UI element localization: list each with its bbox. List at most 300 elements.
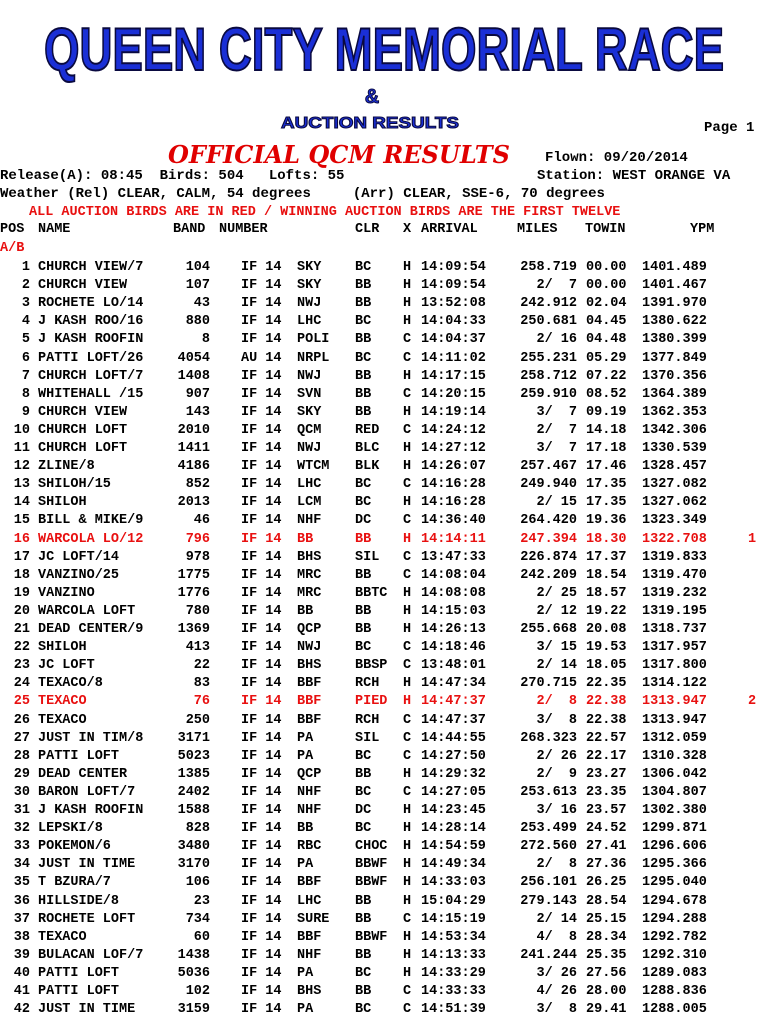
cell-auction-rank: 1 [748, 531, 757, 547]
cell-sex: H [403, 278, 412, 294]
cell-towin: 20.08 [586, 622, 627, 637]
cell-color: BBTC [355, 585, 388, 601]
cell-sex: H [403, 368, 412, 384]
table-row [0, 277, 768, 295]
cell-band: 1385 [177, 766, 210, 782]
cell-club: QCM [297, 422, 322, 438]
cell-club: NHF [297, 784, 322, 800]
cell-sex: H [403, 694, 412, 710]
cell-band: 5023 [177, 748, 210, 764]
table-row [0, 313, 768, 331]
header-miles: MILES [517, 222, 558, 237]
table-row [0, 748, 768, 766]
cell-prefix: IF 14 [241, 278, 282, 294]
cell-sex: H [403, 441, 412, 456]
cell-band: 43 [193, 296, 210, 312]
cell-pos: 17 [13, 549, 30, 565]
cell-club: PA [297, 857, 314, 873]
table-row [0, 603, 768, 621]
cell-band: 2013 [177, 495, 210, 511]
table-row [0, 675, 768, 693]
cell-ypm: 1401.489 [642, 260, 707, 275]
table-row [0, 549, 768, 567]
cell-miles: 256.101 [520, 875, 577, 891]
cell-ypm: 1323.349 [642, 513, 707, 529]
cell-miles: 247.394 [520, 531, 577, 547]
cell-club: NWJ [297, 296, 322, 312]
cell-miles: 255.231 [520, 350, 577, 366]
cell-sex: C [403, 748, 412, 764]
header-number: NUMBER [219, 222, 268, 237]
cell-name: WARCOLA LOFT [38, 603, 136, 619]
cell-miles: 249.940 [520, 477, 577, 493]
table-row [0, 1001, 768, 1019]
cell-miles: 259.910 [520, 386, 577, 402]
banner-logo [0, 0, 768, 140]
cell-miles: 2/ 7 [536, 422, 577, 438]
cell-prefix: IF 14 [241, 676, 282, 692]
table-row [0, 802, 768, 820]
cell-name: CHURCH LOFT [38, 441, 128, 456]
cell-club: BHS [297, 658, 322, 674]
cell-club: BBF [297, 694, 322, 710]
cell-color: BC [355, 784, 372, 800]
cell-ypm: 1306.042 [642, 766, 707, 782]
cell-sex: C [403, 1002, 412, 1018]
cell-sex: C [403, 730, 412, 746]
cell-pos: 36 [13, 893, 30, 909]
cell-color: DC [355, 803, 372, 818]
cell-band: 978 [185, 549, 210, 565]
cell-towin: 19.53 [586, 640, 627, 656]
cell-band: 2402 [177, 784, 210, 800]
cell-ypm: 1318.737 [642, 622, 707, 637]
cell-name: BILL & MIKE/9 [38, 513, 144, 529]
cell-club: MRC [297, 567, 322, 583]
table-row [0, 531, 768, 549]
cell-club: LHC [297, 477, 322, 493]
table-row [0, 856, 768, 874]
cell-miles: 4/ 8 [536, 929, 577, 945]
table-row [0, 766, 768, 784]
cell-name: WARCOLA LO/12 [38, 531, 144, 547]
cell-band: 76 [193, 694, 210, 710]
cell-sex: H [403, 459, 412, 475]
table-row [0, 657, 768, 675]
cell-miles: 4/ 26 [536, 984, 577, 999]
cell-sex: C [403, 784, 412, 800]
cell-prefix: IF 14 [241, 730, 282, 746]
table-row [0, 567, 768, 585]
cell-pos: 33 [13, 839, 30, 855]
cell-arrival: 14:20:15 [421, 386, 486, 402]
cell-color: BBWF [355, 875, 388, 891]
cell-name: ROCHETE LOFT [38, 911, 136, 927]
cell-name: SHILOH/15 [38, 477, 111, 493]
cell-sex: H [403, 495, 412, 511]
cell-band: 1369 [177, 622, 210, 637]
cell-towin: 19.22 [586, 603, 627, 619]
cell-name: SHILOH [38, 640, 87, 656]
cell-towin: 17.35 [586, 495, 627, 511]
cell-name: J KASH ROO/16 [38, 314, 144, 330]
cell-miles: 257.467 [520, 459, 577, 475]
cell-pos: 35 [13, 875, 30, 891]
cell-club: BBF [297, 676, 322, 692]
cell-band: 8 [201, 332, 210, 348]
cell-miles: 3/ 15 [536, 640, 577, 656]
banner-auction: AUCTION RESULTS [281, 115, 460, 132]
cell-ypm: 1322.708 [642, 531, 707, 547]
cell-towin: 29.41 [586, 1002, 627, 1018]
table-row [0, 820, 768, 838]
cell-sex: H [403, 314, 412, 330]
cell-ypm: 1314.122 [642, 676, 707, 692]
table-row [0, 784, 768, 802]
cell-arrival: 14:15:03 [421, 603, 486, 619]
cell-ypm: 1294.288 [642, 911, 707, 927]
cell-pos: 1 [21, 260, 30, 275]
cell-pos: 22 [13, 640, 30, 656]
cell-pos: 8 [21, 386, 30, 402]
cell-band: 413 [185, 640, 210, 656]
table-row [0, 512, 768, 530]
cell-towin: 04.45 [586, 314, 627, 330]
cell-arrival: 14:08:08 [421, 585, 486, 601]
header-band: BAND [173, 222, 206, 237]
cell-towin: 17.18 [586, 441, 627, 456]
cell-color: BB [355, 766, 372, 782]
cell-prefix: IF 14 [241, 296, 282, 312]
cell-name: TEXACO [38, 712, 87, 728]
cell-sex: C [403, 477, 412, 493]
cell-pos: 41 [13, 984, 30, 999]
cell-club: BBF [297, 712, 322, 728]
cell-ypm: 1330.539 [642, 441, 707, 456]
cell-club: SURE [297, 911, 330, 927]
cell-prefix: IF 14 [241, 422, 282, 438]
cell-name: TEXACO [38, 929, 87, 945]
cell-color: BC [355, 260, 372, 275]
cell-club: NWJ [297, 368, 322, 384]
cell-towin: 22.35 [586, 676, 627, 692]
cell-ypm: 1310.328 [642, 748, 707, 764]
cell-color: BB [355, 911, 372, 927]
cell-band: 852 [185, 477, 210, 493]
cell-sex: H [403, 260, 412, 275]
cell-miles: 2/ 25 [536, 585, 577, 601]
cell-ypm: 1401.467 [642, 278, 707, 294]
cell-towin: 04.48 [586, 332, 627, 348]
cell-ypm: 1364.389 [642, 386, 707, 402]
cell-ypm: 1295.366 [642, 857, 707, 873]
cell-band: 104 [185, 260, 210, 275]
cell-sex: H [403, 622, 412, 637]
cell-band: 1411 [177, 441, 210, 456]
cell-prefix: IF 14 [241, 622, 282, 637]
cell-color: BB [355, 893, 372, 909]
cell-pos: 18 [13, 567, 30, 583]
cell-arrival: 13:52:08 [421, 296, 486, 312]
cell-sex: H [403, 676, 412, 692]
cell-club: SVN [297, 386, 322, 402]
cell-prefix: IF 14 [241, 947, 282, 963]
flown-date: Flown: 09/20/2014 [545, 150, 688, 166]
cell-prefix: IF 14 [241, 404, 282, 420]
cell-band: 907 [185, 386, 210, 402]
cell-towin: 23.35 [586, 784, 627, 800]
table-row [0, 494, 768, 512]
cell-prefix: IF 14 [241, 748, 282, 764]
cell-pos: 7 [21, 368, 30, 384]
cell-arrival: 14:14:11 [421, 531, 486, 547]
cell-sex: C [403, 658, 412, 674]
cell-name: JC LOFT [38, 658, 95, 674]
cell-club: LHC [297, 893, 322, 909]
cell-ypm: 1313.947 [642, 712, 707, 728]
cell-arrival: 14:47:37 [421, 712, 486, 728]
cell-club: PA [297, 1002, 314, 1018]
cell-pos: 39 [13, 947, 30, 963]
cell-club: MRC [297, 585, 322, 601]
cell-name: WHITEHALL /15 [38, 386, 144, 402]
cell-name: DEAD CENTER/9 [38, 622, 144, 637]
cell-ypm: 1319.833 [642, 549, 707, 565]
cell-sex: C [403, 984, 412, 999]
cell-arrival: 14:44:55 [421, 730, 486, 746]
cell-sex: H [403, 603, 412, 619]
header-ab: A/B [0, 241, 25, 256]
cell-club: PA [297, 730, 314, 746]
cell-ypm: 1380.399 [642, 332, 707, 348]
table-row [0, 621, 768, 639]
cell-club: BBF [297, 875, 322, 891]
cell-arrival: 14:29:32 [421, 766, 486, 782]
cell-arrival: 14:33:29 [421, 965, 486, 981]
cell-arrival: 14:28:14 [421, 821, 486, 837]
table-row [0, 368, 768, 386]
cell-name: J KASH ROOFIN [38, 803, 144, 818]
cell-name: ROCHETE LO/14 [38, 296, 144, 312]
cell-miles: 3/ 26 [536, 965, 577, 981]
cell-band: 1588 [177, 803, 210, 818]
cell-prefix: IF 14 [241, 441, 282, 456]
table-row [0, 458, 768, 476]
cell-pos: 10 [13, 422, 30, 438]
cell-prefix: IF 14 [241, 477, 282, 493]
cell-club: LCM [297, 495, 322, 511]
cell-sex: H [403, 404, 412, 420]
table-row [0, 350, 768, 368]
cell-ypm: 1304.807 [642, 784, 707, 800]
cell-miles: 242.209 [520, 567, 577, 583]
cell-prefix: IF 14 [241, 784, 282, 800]
cell-band: 106 [185, 875, 210, 891]
cell-prefix: IF 14 [241, 531, 282, 547]
cell-pos: 9 [21, 404, 30, 420]
cell-club: LHC [297, 314, 322, 330]
cell-club: BBF [297, 929, 322, 945]
cell-prefix: IF 14 [241, 386, 282, 402]
cell-color: BC [355, 821, 372, 837]
cell-band: 3170 [177, 857, 210, 873]
cell-towin: 02.04 [586, 296, 627, 312]
table-row [0, 838, 768, 856]
cell-sex: C [403, 911, 412, 927]
cell-band: 250 [185, 712, 210, 728]
cell-ypm: 1317.957 [642, 640, 707, 656]
cell-sex: H [403, 803, 412, 818]
cell-ypm: 1327.062 [642, 495, 707, 511]
cell-sex: H [403, 965, 412, 981]
cell-towin: 25.15 [586, 911, 627, 927]
header-towin: TOWIN [585, 222, 626, 237]
cell-club: WTCM [297, 459, 330, 475]
cell-club: SKY [297, 260, 322, 275]
cell-miles: 2/ 16 [536, 332, 577, 348]
cell-arrival: 14:11:02 [421, 350, 486, 366]
cell-name: CHURCH VIEW [38, 278, 128, 294]
cell-miles: 2/ 14 [536, 911, 577, 927]
header-x: X [403, 222, 412, 237]
cell-miles: 242.912 [520, 296, 577, 312]
cell-prefix: IF 14 [241, 459, 282, 475]
table-row [0, 983, 768, 1001]
cell-towin: 28.54 [586, 893, 627, 909]
cell-club: BB [297, 531, 314, 547]
cell-towin: 00.00 [586, 278, 627, 294]
cell-sex: C [403, 386, 412, 402]
cell-club: SKY [297, 404, 322, 420]
banner-amp: & [364, 86, 380, 108]
cell-name: TEXACO [38, 694, 87, 710]
cell-pos: 31 [13, 803, 30, 818]
cell-name: CHURCH LOFT [38, 422, 128, 438]
cell-miles: 250.681 [520, 314, 577, 330]
cell-towin: 26.25 [586, 875, 627, 891]
cell-pos: 25 [13, 694, 30, 710]
cell-name: JUST IN TIM/8 [38, 730, 144, 746]
cell-sex: C [403, 513, 412, 529]
cell-ypm: 1319.195 [642, 603, 707, 619]
cell-ypm: 1391.970 [642, 296, 707, 312]
cell-prefix: IF 14 [241, 368, 282, 384]
cell-ypm: 1328.457 [642, 459, 707, 475]
table-row [0, 476, 768, 494]
cell-ypm: 1342.306 [642, 422, 707, 438]
cell-prefix: IF 14 [241, 694, 282, 710]
cell-towin: 17.35 [586, 477, 627, 493]
cell-pos: 11 [13, 441, 30, 456]
cell-club: QCP [297, 766, 322, 782]
cell-name: ZLINE/8 [38, 459, 95, 475]
cell-ypm: 1292.310 [642, 947, 707, 963]
cell-color: PIED [355, 694, 388, 710]
cell-band: 83 [193, 676, 210, 692]
cell-sex: H [403, 296, 412, 312]
cell-band: 23 [193, 893, 210, 909]
cell-club: POLI [297, 332, 330, 348]
cell-arrival: 14:53:34 [421, 929, 486, 945]
cell-club: PA [297, 965, 314, 981]
cell-band: 1775 [177, 567, 210, 583]
weather: Weather (Rel) CLEAR, CALM, 54 degrees (Arr) CLEAR, SSE-6, 70 degrees [0, 186, 605, 202]
cell-arrival: 14:13:33 [421, 947, 486, 963]
cell-pos: 40 [13, 965, 30, 981]
cell-towin: 17.46 [586, 459, 627, 475]
cell-arrival: 13:47:33 [421, 549, 486, 565]
cell-arrival: 14:23:45 [421, 803, 486, 818]
cell-miles: 258.719 [520, 260, 577, 275]
cell-name: PATTI LOFT/26 [38, 350, 144, 366]
cell-arrival: 14:18:46 [421, 640, 486, 656]
cell-color: BB [355, 368, 372, 384]
cell-arrival: 14:27:05 [421, 784, 486, 800]
auction-notice: ALL AUCTION BIRDS ARE IN RED / WINNING AUCTION BIRDS ARE THE FIRST TWELVE [29, 205, 621, 220]
cell-color: BB [355, 567, 372, 583]
cell-club: NWJ [297, 640, 322, 656]
cell-miles: 255.668 [520, 622, 577, 637]
cell-sex: H [403, 893, 412, 909]
table-row [0, 947, 768, 965]
cell-ypm: 1327.082 [642, 477, 707, 493]
table-row [0, 585, 768, 603]
cell-arrival: 14:17:15 [421, 368, 486, 384]
cell-arrival: 14:47:34 [421, 676, 486, 692]
cell-ypm: 1292.782 [642, 929, 707, 945]
page-label: Page 1 [704, 120, 755, 136]
cell-band: 1776 [177, 585, 210, 601]
cell-prefix: IF 14 [241, 260, 282, 275]
cell-club: BB [297, 603, 314, 619]
cell-name: CHURCH LOFT/7 [38, 368, 144, 384]
cell-arrival: 14:15:19 [421, 911, 486, 927]
cell-pos: 3 [21, 296, 30, 312]
cell-color: BC [355, 495, 372, 511]
cell-club: PA [297, 748, 314, 764]
cell-prefix: IF 14 [241, 929, 282, 945]
cell-club: NHF [297, 513, 322, 529]
cell-color: SIL [355, 730, 380, 746]
cell-prefix: IF 14 [241, 1002, 282, 1018]
cell-pos: 37 [13, 911, 30, 927]
cell-towin: 27.41 [586, 839, 627, 855]
cell-color: BC [355, 477, 372, 493]
cell-color: BBWF [355, 929, 388, 945]
cell-pos: 21 [13, 622, 30, 637]
cell-sex: C [403, 422, 412, 438]
cell-color: BLC [355, 441, 380, 456]
cell-arrival: 14:49:34 [421, 857, 486, 873]
table-row [0, 712, 768, 730]
cell-sex: C [403, 549, 412, 565]
cell-color: BC [355, 748, 372, 764]
cell-arrival: 14:04:33 [421, 314, 486, 330]
cell-arrival: 14:26:07 [421, 459, 486, 475]
cell-pos: 12 [13, 459, 30, 475]
cell-color: RCH [355, 676, 380, 692]
cell-sex: H [403, 766, 412, 782]
cell-miles: 2/ 12 [536, 603, 577, 619]
cell-towin: 18.05 [586, 658, 627, 674]
cell-band: 3159 [177, 1002, 210, 1018]
cell-color: BC [355, 965, 372, 981]
cell-band: 828 [185, 821, 210, 837]
cell-name: VANZINO [38, 585, 95, 601]
cell-arrival: 14:54:59 [421, 839, 486, 855]
cell-ypm: 1362.353 [642, 404, 707, 420]
cell-pos: 15 [13, 513, 30, 529]
